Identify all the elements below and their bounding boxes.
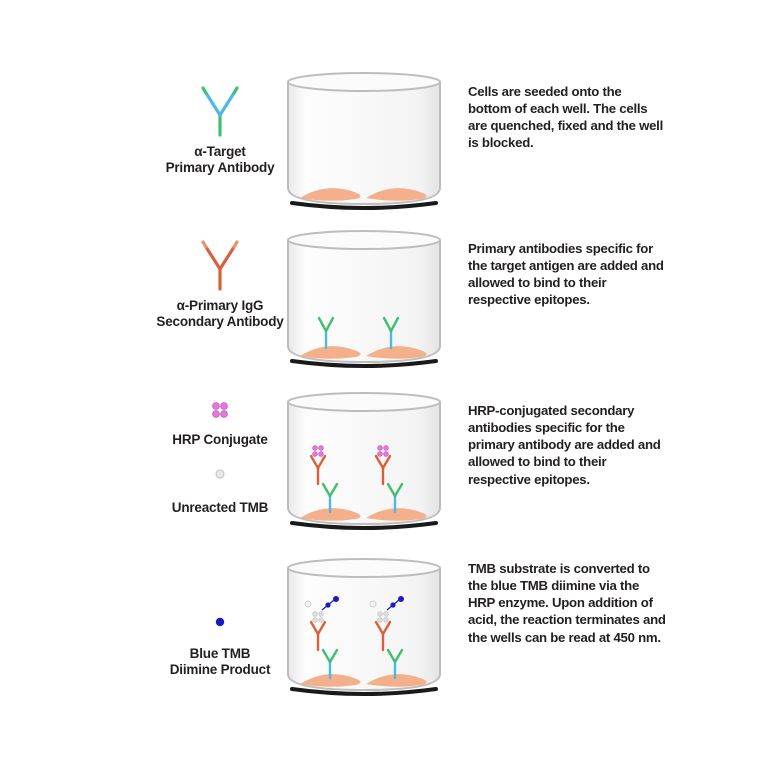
legend-label-line: Unreacted TMB <box>171 499 269 515</box>
well-step-1 <box>278 70 450 215</box>
step-row-4 <box>0 546 764 711</box>
legend-label-line: Blue TMB <box>189 646 251 661</box>
legend-label-line: Secondary Antibody <box>156 313 284 329</box>
legend-label-line: α-Primary IgG <box>176 298 264 313</box>
description-step-3: HRP-conjugated secondary antibodies specific for the primary antibody are added and allowed to bind to their respective epitopes. <box>468 403 661 487</box>
description-step-4: TMB substrate is converted to the blue TMB diimine via the HRP enzyme. Upon addition of acid, the reaction terminates and the wells can be read at 450 nm. <box>468 561 666 645</box>
step-row-2 <box>0 218 764 373</box>
legend-label-line: Diimine Product <box>169 661 271 677</box>
legend-label-line: Primary Antibody <box>165 159 275 175</box>
description-step-2: Primary antibodies specific for the target antigen are added and allowed to bind to their respective epitopes. <box>468 241 664 308</box>
well-step-2 <box>278 228 450 373</box>
well-step-3 <box>278 390 450 535</box>
step-row-3 <box>0 378 764 558</box>
step-row-1 <box>0 60 764 215</box>
legend-label-line: α-Target <box>194 144 246 159</box>
legend-label-line: HRP Conjugate <box>172 432 268 447</box>
well-step-4 <box>278 556 450 701</box>
description-step-1: Cells are seeded onto the bottom of each well. The cells are quenched, fixed and the well is blocked. <box>468 84 663 151</box>
